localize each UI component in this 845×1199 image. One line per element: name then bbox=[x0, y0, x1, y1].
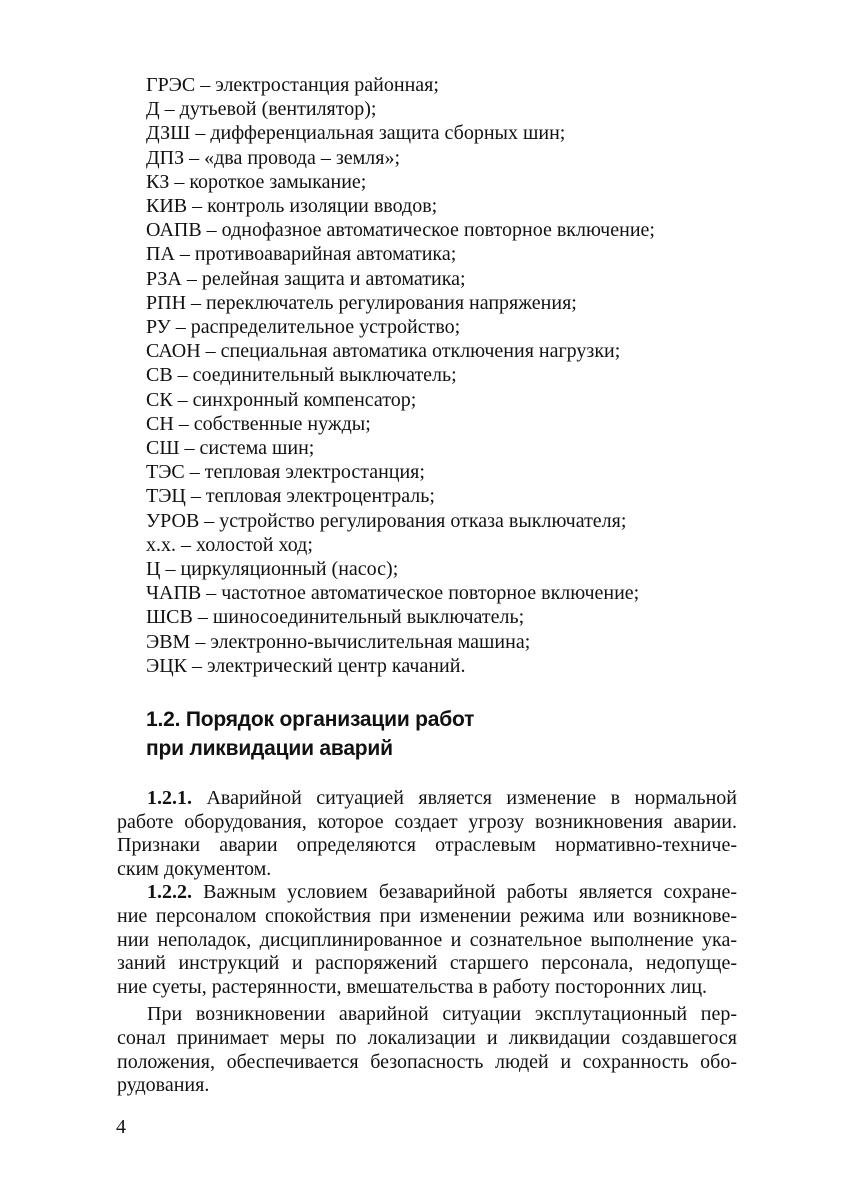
text-line: ние суеты, растерянности, вмешательства в работу посторонних лиц. bbox=[117, 975, 708, 998]
section-heading-line: при ликвидации аварий bbox=[146, 737, 393, 760]
abbreviation-item: СК – синхронный компенсатор; bbox=[146, 388, 417, 411]
paragraph-1-2-1 bbox=[117, 787, 737, 881]
abbreviation-item: ЭЦК – электрический центр качаний. bbox=[146, 654, 466, 677]
section-heading-line: 1.2. Порядок организации работ bbox=[146, 708, 475, 731]
abbreviation-item: КИВ – контроль изоляции вводов; bbox=[146, 195, 438, 218]
paragraph-1-2-2 bbox=[117, 881, 737, 999]
text-line: рудования. bbox=[117, 1074, 210, 1097]
abbreviation-item: ГРЭС – электростанция районная; bbox=[146, 74, 439, 96]
abbreviation-item: ШСВ – шиносоединительный выключатель; bbox=[146, 606, 525, 629]
text-line: ским документом. bbox=[117, 857, 272, 880]
text-line: нии неполадок, дисциплинированное и сознательное выполнение ука- bbox=[117, 928, 737, 951]
section-heading bbox=[146, 705, 766, 763]
text-line: При возникновении аварийной ситуации эксплутационный пер- bbox=[147, 1003, 737, 1026]
abbreviation-list bbox=[146, 73, 786, 678]
abbreviation-item: РУ – распределительное устройство; bbox=[146, 316, 461, 339]
page-number: 4 bbox=[116, 1116, 126, 1138]
paragraph-emergency bbox=[117, 1003, 737, 1097]
abbreviation-item: х.х. – холостой ход; bbox=[146, 533, 313, 556]
abbreviation-item: РЗА – релейная защита и автоматика; bbox=[146, 267, 466, 290]
abbreviation-item: ЧАПВ – частотное автоматическое повторное включение; bbox=[146, 582, 640, 605]
text-line: сонал принимает меры по локализации и ликвидации создавшегося bbox=[117, 1026, 737, 1049]
abbreviation-item: ТЭС – тепловая электростанция; bbox=[146, 461, 425, 484]
text-line: ние персоналом спокойствия при изменении режима или возникнове- bbox=[117, 904, 737, 927]
body-text bbox=[117, 787, 737, 1098]
abbreviation-item: ДПЗ – «два провода – земля»; bbox=[146, 146, 400, 169]
abbreviation-item: СВ – соединительный выключатель; bbox=[146, 364, 457, 387]
clause-number: 1.2.2. bbox=[147, 881, 192, 904]
abbreviation-item: ОАПВ – однофазное автоматическое повторное включение; bbox=[146, 219, 655, 242]
text-line: заний инструкций и распоряжений старшего персонала, недопуще- bbox=[117, 952, 737, 975]
text-line: 1.2.2. Важным условием безаварийной работы является сохране- bbox=[147, 881, 737, 904]
abbreviation-item: РПН – переключатель регулирования напряжения; bbox=[146, 291, 577, 314]
abbreviation-item: Ц – циркуляционный (насос); bbox=[146, 558, 399, 581]
abbreviation-item: ДЗШ – дифференциальная защита сборных шин; bbox=[146, 122, 566, 145]
abbreviation-item: ПА – противоаварийная автоматика; bbox=[146, 243, 457, 266]
text-line: работе оборудования, которое создает угрозу возникновения аварии. bbox=[117, 810, 737, 833]
abbreviation-item: СН – собственные нужды; bbox=[146, 412, 371, 435]
abbreviation-item: КЗ – короткое замыкание; bbox=[146, 170, 367, 193]
abbreviation-item: ТЭЦ – тепловая электроцентраль; bbox=[146, 485, 435, 508]
abbreviation-item: УРОВ – устройство регулирования отказа выключателя; bbox=[146, 509, 627, 532]
abbreviation-item: САОН – специальная автоматика отключения нагрузки; bbox=[146, 340, 621, 363]
clause-number: 1.2.1. bbox=[147, 787, 192, 809]
abbreviation-item: СШ – система шин; bbox=[146, 437, 315, 460]
text-line: Признаки аварии определяются отраслевым нормативно-техниче- bbox=[117, 834, 737, 857]
text-line: 1.2.1. Аварийной ситуацией является изменение в нормальной bbox=[147, 787, 737, 809]
text-line: положения, обеспечивается безопасность людей и сохранность обо- bbox=[117, 1050, 737, 1073]
abbreviation-item: Д – дутьевой (вентилятор); bbox=[146, 98, 377, 121]
abbreviation-item: ЭВМ – электронно-вычислительная машина; bbox=[146, 630, 531, 653]
